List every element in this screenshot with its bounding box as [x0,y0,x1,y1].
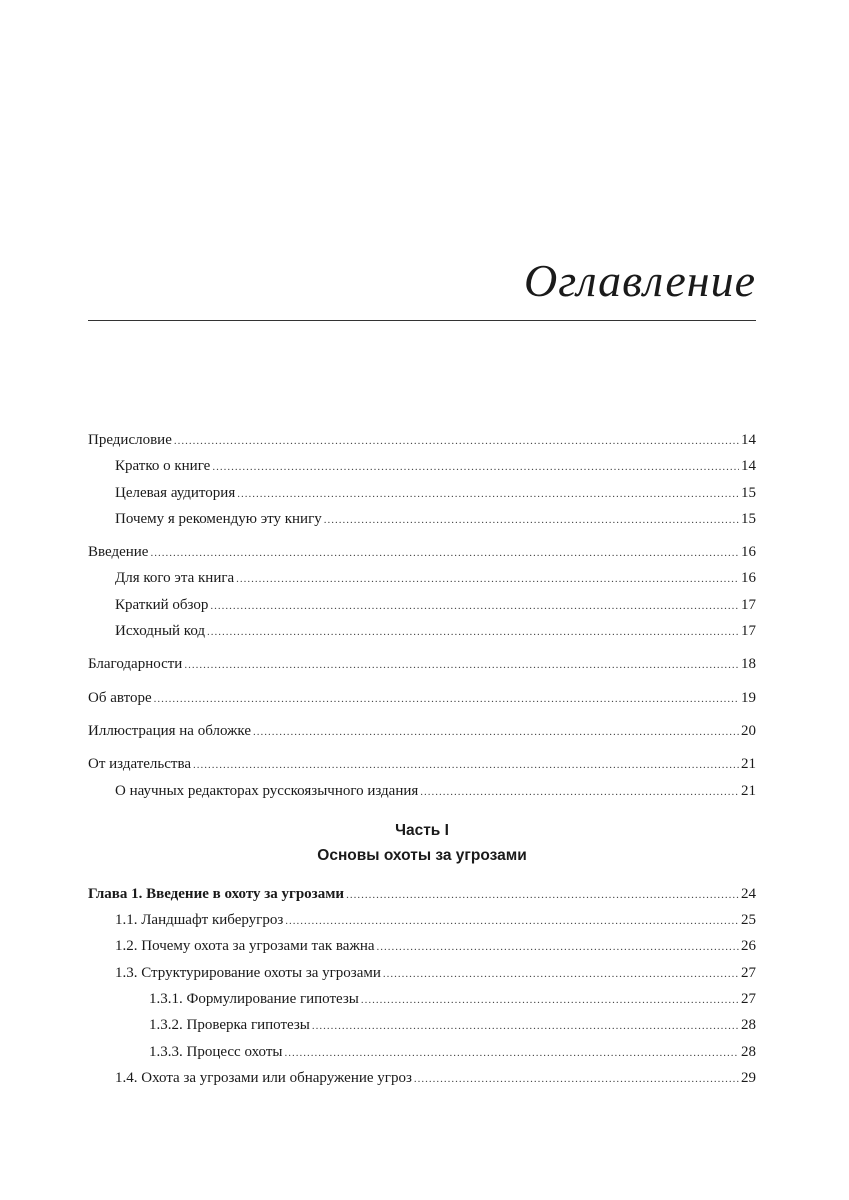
toc-entry-label: Иллюстрация на обложке [88,722,252,739]
toc-entry-label: 1.3. Структурирование охоты за угрозами [115,964,381,981]
toc-entry-label: 1.3.3. Процесс охоты [149,1043,283,1060]
title-divider [88,320,756,321]
toc-leader-dots [210,593,739,619]
toc-entry-page: 15 [741,484,756,501]
toc-entry[interactable] [88,685,756,711]
toc-entry[interactable] [88,881,756,907]
toc-entry-page: 29 [741,1069,756,1086]
toc-entry[interactable] [88,592,756,618]
toc-entry-page: 25 [741,912,756,929]
toc-entry-page: 17 [741,596,756,613]
toc-leader-dots [414,1066,739,1092]
toc-entry-page: 16 [741,570,756,587]
toc-entry-page: 20 [741,722,756,739]
toc-entry[interactable] [88,618,756,644]
toc-entry-label: 1.4. Охота за угрозами или обнаружение угроз [115,1069,412,1086]
toc-entry[interactable] [88,751,756,777]
part-heading-block [88,818,756,868]
toc-leader-dots [253,719,739,745]
toc-entry-label: 1.3.2. Проверка гипотезы [149,1017,310,1034]
toc-entry-page: 14 [741,458,756,475]
toc-entry[interactable] [88,565,756,591]
toc-entry-label: Введение [88,544,149,561]
toc-leader-dots [237,481,739,507]
toc-entry[interactable] [88,1012,756,1038]
toc-entry[interactable] [88,1065,756,1091]
toc-leader-dots [420,779,739,805]
table-of-contents [88,427,756,1091]
toc-entry-label: О научных редакторах русскоязычного издания [115,782,419,799]
toc-entry-label: Глава 1. Введение в охоту за угрозами [88,885,345,902]
toc-leader-dots [346,882,739,908]
toc-entry-page: 21 [741,782,756,799]
toc-entry-label: Исходный код [115,623,206,640]
toc-entry-label: Для кого эта книга [115,570,235,587]
page-title: Оглавление [523,255,756,306]
toc-entry[interactable] [88,1039,756,1065]
toc-leader-dots [284,1040,739,1066]
toc-entry[interactable] [88,506,756,532]
toc-entry[interactable] [88,427,756,453]
toc-entry[interactable] [88,960,756,986]
toc-entry-page: 17 [741,623,756,640]
toc-entry-page: 26 [741,938,756,955]
toc-entry[interactable] [88,718,756,744]
toc-entry-page: 14 [741,432,756,448]
toc-entry-page: 16 [741,544,756,561]
toc-entry-label: Предисловие [88,432,172,448]
toc-entry-label: Благодарности [88,656,183,673]
part-number: Часть I [395,821,449,839]
toc-entry-page: 27 [741,964,756,981]
toc-entry-label: Об авторе [88,689,152,706]
toc-entry[interactable] [88,986,756,1012]
toc-entry-page: 27 [741,991,756,1008]
toc-leader-dots [312,1013,739,1039]
toc-entry-page: 28 [741,1043,756,1060]
toc-entry-label: Краткий обзор [115,596,209,613]
toc-leader-dots [324,507,739,533]
toc-leader-dots [154,686,739,712]
toc-part-1 [88,881,756,1091]
toc-entry-label: 1.3.1. Формулирование гипотезы [149,991,359,1008]
toc-entry-label: Почему я рекомендую эту книгу [115,510,322,527]
toc-leader-dots [285,908,739,934]
toc-entry[interactable] [88,907,756,933]
toc-entry-page: 18 [741,656,756,673]
toc-entry-label: Целевая аудитория [115,484,236,501]
toc-front-matter [88,427,756,804]
toc-entry[interactable] [88,933,756,959]
toc-leader-dots [193,752,739,778]
toc-leader-dots [184,652,739,678]
toc-leader-dots [361,987,739,1013]
toc-entry[interactable] [88,539,756,565]
toc-entry-page: 21 [741,756,756,773]
toc-leader-dots [207,619,739,645]
toc-entry[interactable] [88,778,756,804]
part-title: Основы охоты за угрозами [317,846,527,864]
toc-leader-dots [383,961,739,987]
toc-leader-dots [174,428,739,454]
toc-entry-page: 28 [741,1017,756,1034]
toc-entry-label: От издательства [88,756,192,773]
toc-entry-label: 1.1. Ландшафт киберугроз [115,912,284,929]
toc-entry-label: Кратко о книге [115,458,211,475]
toc-entry-label: 1.2. Почему охота за угрозами так важна [115,938,375,955]
toc-entry-page: 24 [741,885,756,902]
toc-entry[interactable] [88,651,756,677]
toc-leader-dots [236,566,739,592]
toc-entry-page: 15 [741,510,756,527]
toc-leader-dots [377,934,739,960]
toc-entry[interactable] [88,480,756,506]
toc-leader-dots [212,454,739,480]
toc-entry[interactable] [88,453,756,479]
toc-leader-dots [150,540,739,566]
toc-entry-page: 19 [741,689,756,706]
